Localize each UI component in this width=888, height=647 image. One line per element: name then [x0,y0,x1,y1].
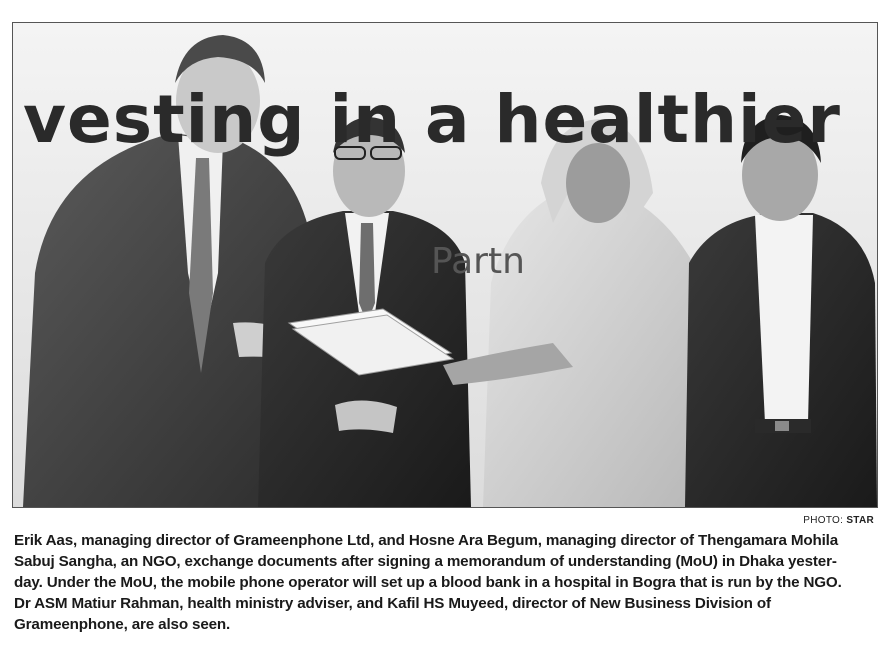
banner-text: vesting in a healthier [23,81,841,158]
caption-line: Dr ASM Matiur Rahman, health ministry adviser, and Kafil HS Muyeed, director of New Business Division of [14,595,771,612]
photo-credit-prefix: PHOTO: [803,515,844,526]
photo-caption [14,530,876,635]
caption-line: Grameenphone, are also seen. [14,616,231,633]
caption-line: Sabuj Sangha, an NGO, exchange documents after signing a memorandum of understanding (MoU) in Dhaka yester- [14,553,837,570]
photo-credit [803,515,874,526]
banner-subtext: Partn [431,241,525,282]
news-photo [12,22,878,508]
photo-credit-source: STAR [846,515,874,526]
caption-line: day. Under the MoU, the mobile phone operator will set up a blood bank in a hospital in Bogra that is run by the NGO. [14,574,842,591]
caption-line: Erik Aas, managing director of Grameenphone Ltd, and Hosne Ara Begum, managing director of Thengamara Mohila [14,532,839,549]
